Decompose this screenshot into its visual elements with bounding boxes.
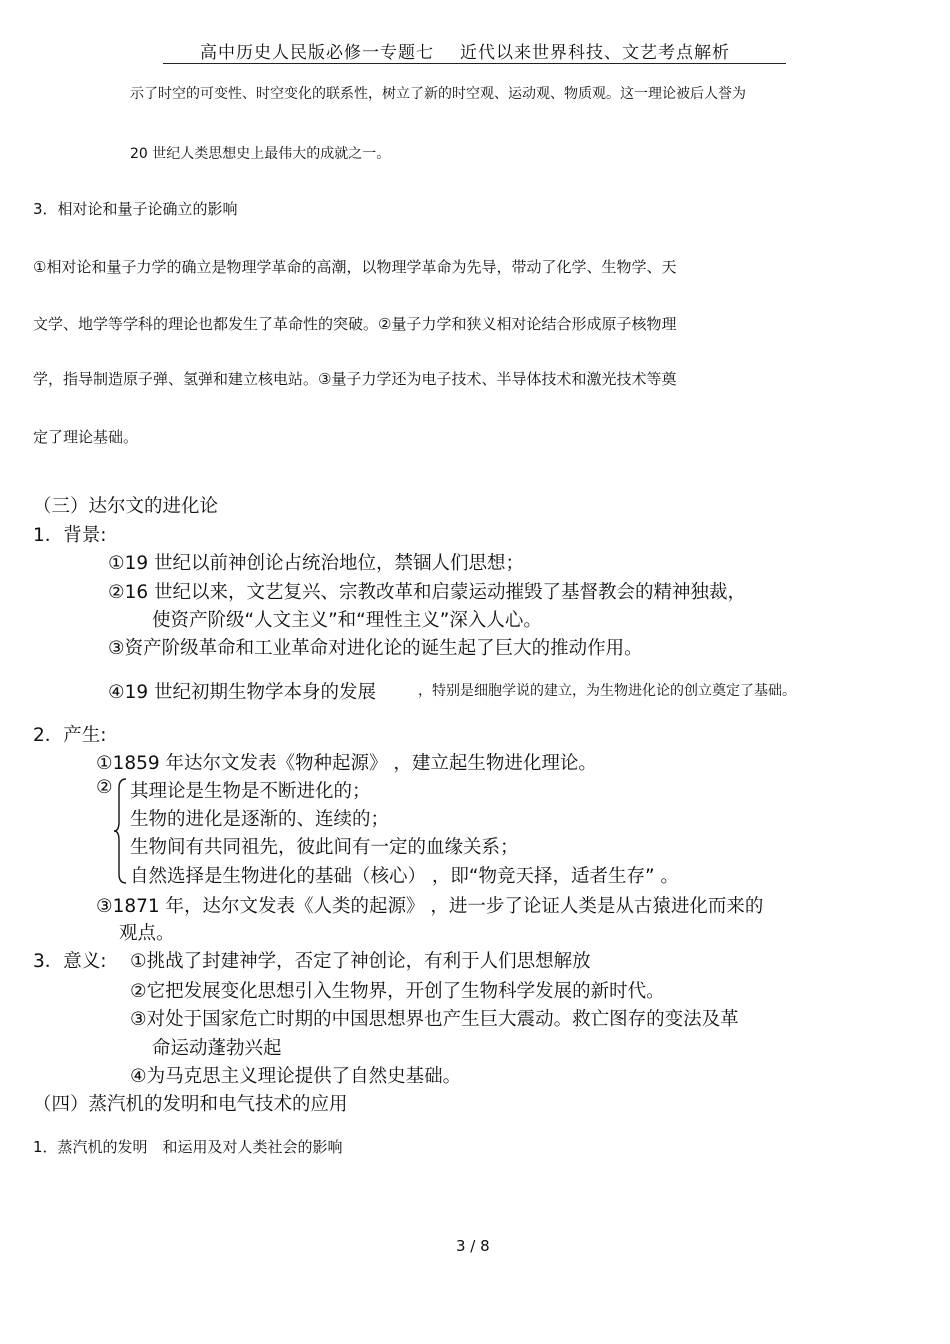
origin-item-marker: ② (96, 777, 113, 798)
background-heading: 1．背景: (33, 525, 107, 546)
origin-subitem: 其理论是生物是不断进化的； (130, 781, 371, 802)
background-item: ①19 世纪以前神创论占统治地位，禁锢人们思想； (108, 553, 525, 574)
paragraph-line: 学，指导制造原子弹、氢弹和建立核电站。③量子力学还为电子技术、半导体技术和激光技术等奠 (33, 370, 677, 388)
background-item-cont: 使资产阶级“人文主义”和“理性主义”深入人心。 (152, 610, 542, 631)
origin-subitem: 自然选择是生物进化的基础（核心） ，即“物竞天择，适者生存” 。 (130, 866, 679, 887)
section-heading: 3．相对论和量子论确立的影响 (33, 200, 238, 218)
paragraph-line: 文学、地学等学科的理论也都发生了革命性的突破。②量子力学和狭义相对论结合形成原子核物理 (33, 315, 677, 333)
steam-title: （四）蒸汽机的发明和电气技术的应用 (33, 1094, 348, 1115)
origin-item: ③1871 年，达尔文发表《人类的起源》 ，进一步了论证人类是从古猿进化而来的 (96, 896, 764, 917)
header-left-title: 高中历史人民版必修一专题七 (200, 43, 434, 63)
origin-subitem: 生物间有共同祖先，彼此间有一定的血缘关系； (130, 837, 519, 858)
significance-item: ②它把发展变化思想引入生物界，开创了生物科学发展的新时代。 (130, 981, 665, 1002)
significance-heading: 3．意义: (33, 951, 107, 972)
significance-item: ④为马克思主义理论提供了自然史基础。 (130, 1066, 462, 1087)
background-item: ②16 世纪以来，文艺复兴、宗教改革和启蒙运动摧毁了基督教会的精神独裁， (108, 582, 747, 603)
paragraph-line: 示了时空的可变性、时空变化的联系性，树立了新的时空观、运动观、物质观。这一理论被后人誉为 (130, 86, 746, 102)
header-rule (163, 63, 786, 64)
paragraph-line: 20 世纪人类思想史上最伟大的成就之一。 (130, 146, 391, 162)
paragraph-line: 定了理论基础。 (33, 428, 139, 446)
darwin-title: （三）达尔文的进化论 (33, 496, 219, 517)
background-item: ③资产阶级革命和工业革命对进化论的诞生起了巨大的推动作用。 (108, 638, 643, 659)
significance-item: ③对处于国家危亡时期的中国思想界也产生巨大震动。救亡图存的变法及革 (130, 1009, 739, 1030)
page-number: 3 / 8 (456, 1237, 490, 1255)
origin-subitem: 生物的进化是逐渐的、连续的； (130, 809, 390, 830)
background-item-note: ，特别是细胞学说的建立，为生物进化论的创立奠定了基础。 (418, 683, 796, 699)
significance-item: ①挑战了封建神学，否定了神创论，有利于人们思想解放 (130, 951, 591, 972)
curly-brace-icon (113, 778, 127, 884)
origin-item-cont: 观点。 (119, 923, 175, 944)
section-heading: 1．蒸汽机的发明 和运用及对人类社会的影响 (33, 1138, 343, 1156)
significance-item-cont: 命运动蓬勃兴起 (152, 1038, 282, 1059)
origin-heading: 2．产生: (33, 725, 107, 746)
background-item: ④19 世纪初期生物学本身的发展 (108, 682, 377, 703)
paragraph-line: ①相对论和量子力学的确立是物理学革命的高潮，以物理学革命为先导，带动了化学、生物学、天 (33, 258, 677, 276)
header-right-title: 近代以来世界科技、文艺考点解析 (460, 43, 730, 63)
origin-item: ①1859 年达尔文发表《物种起源》 ，建立起生物进化理论。 (96, 753, 597, 774)
